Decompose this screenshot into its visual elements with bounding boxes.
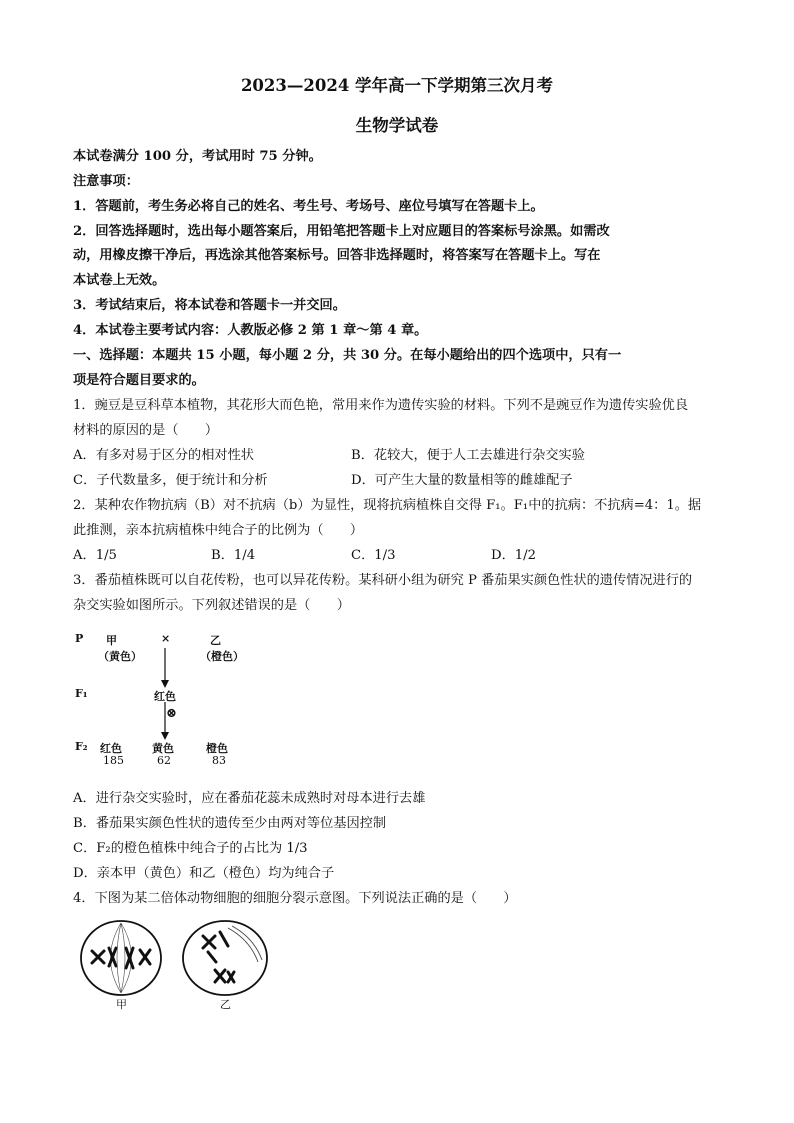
q2-option-c: C．1/3 bbox=[351, 548, 396, 563]
arrow-down-icon bbox=[161, 732, 169, 740]
q3-option-d: D．亲本甲（黄色）和乙（橙色）均为纯合子 bbox=[73, 866, 335, 881]
q1-option-a: A．有多对易于区分的相对性状 bbox=[73, 448, 254, 463]
exam-intro: 本试卷满分 100 分，考试用时 75 分钟。 bbox=[73, 149, 322, 164]
question-1-stem: 材料的原因的是（ ） bbox=[73, 423, 219, 438]
generation-f2-label: F₂ bbox=[75, 740, 88, 753]
notice-rule: 动，用橡皮擦干净后，再选涂其他答案标号。回答非选择题时，将答案写在答题卡上。写在 bbox=[73, 248, 601, 263]
q2-option-b: B．1/4 bbox=[211, 548, 256, 563]
cell-division-drawing bbox=[78, 918, 288, 998]
exam-subject: 生物学试卷 bbox=[355, 116, 439, 135]
cross-symbol: × bbox=[161, 632, 171, 645]
cell-b-membrane bbox=[183, 921, 267, 995]
question-1-stem: 1．豌豆是豆科草本植物，其花形大而色艳，常用来作为遗传实验的材料。下列不是豌豆作为遗传实验优良 bbox=[73, 398, 689, 413]
q3-option-b: B．番茄果实颜色性状的遗传至少由两对等位基因控制 bbox=[73, 816, 387, 831]
parent2-color: （橙色） bbox=[200, 650, 244, 663]
notice-rule: 4．本试卷主要考试内容：人教版必修 2 第 1 章～第 4 章。 bbox=[73, 323, 428, 338]
question-2-stem: 2．某种农作物抗病（B）对不抗病（b）为显性，现将抗病植株自交得 F₁。F₁中的抗病：不抗病=4：1。据 bbox=[73, 498, 702, 513]
q2-option-a: A．1/5 bbox=[73, 548, 117, 563]
f2-phenotype: 橙色 bbox=[206, 742, 228, 755]
spindle-fibers bbox=[228, 926, 262, 962]
arrow-down-icon bbox=[161, 680, 169, 688]
notice-rule: 2．回答选择题时，选出每小题答案后，用铅笔把答题卡上对应题目的答案标号涂黑。如需改 bbox=[73, 224, 610, 239]
cell-a-membrane bbox=[81, 921, 161, 995]
generation-f1-label: F₁ bbox=[75, 687, 88, 700]
cell-b-label: 乙 bbox=[220, 998, 231, 1011]
f2-count: 62 bbox=[157, 754, 171, 767]
section-heading: 一、选择题：本题共 15 小题，每小题 2 分，共 30 分。在每小题给出的四个选项中，只有一 bbox=[73, 348, 622, 363]
f2-phenotype: 黄色 bbox=[152, 742, 174, 755]
chromosome-icon bbox=[203, 932, 234, 982]
parent1-label: 甲 bbox=[106, 634, 117, 647]
f2-count: 83 bbox=[212, 754, 226, 767]
selfing-symbol: ⊗ bbox=[166, 706, 177, 721]
parent2-label: 乙 bbox=[210, 634, 221, 647]
generation-p-label: P bbox=[75, 632, 84, 645]
question-3-stem: 杂交实验如图所示。下列叙述错误的是（ ） bbox=[73, 598, 350, 613]
parent1-color: （黄色） bbox=[98, 650, 142, 663]
notice-rule: 本试卷上无效。 bbox=[73, 273, 166, 288]
f2-count: 185 bbox=[103, 754, 124, 767]
chromosome-icon bbox=[92, 948, 150, 968]
question-2-stem: 此推测，亲本抗病植株中纯合子的比例为（ ） bbox=[73, 523, 364, 538]
q3-option-c: C．F₂的橙色植株中纯合子的占比为 1/3 bbox=[73, 841, 308, 856]
notice-title: 注意事项： bbox=[73, 174, 139, 189]
f1-color: 红色 bbox=[154, 690, 176, 703]
exam-title: 2023—2024 学年高一下学期第三次月考 bbox=[240, 76, 554, 95]
q3-option-a: A．进行杂交实验时，应在番茄花蕊未成熟时对母本进行去雄 bbox=[73, 791, 426, 806]
notice-rule: 3．考试结束后，将本试卷和答题卡一并交回。 bbox=[73, 298, 346, 313]
q1-option-c: C．子代数量多，便于统计和分析 bbox=[73, 473, 268, 488]
question-4-stem: 4．下图为某二倍体动物细胞的细胞分裂示意图。下列说法正确的是（ ） bbox=[73, 891, 517, 906]
question-3-stem: 3．番茄植株既可以自花传粉，也可以异花传粉。某科研小组为研究 P 番茄果实颜色性状的遗传情况进行的 bbox=[73, 573, 693, 588]
q2-option-d: D．1/2 bbox=[491, 548, 536, 563]
cell-a-label: 甲 bbox=[116, 998, 127, 1011]
f2-phenotype: 红色 bbox=[100, 742, 122, 755]
section-heading: 项是符合题目要求的。 bbox=[73, 373, 205, 388]
cell-division-figure bbox=[78, 918, 288, 1010]
q1-option-b: B．花较大，便于人工去雄进行杂交实验 bbox=[351, 448, 585, 463]
notice-rule: 1．答题前，考生务必将自己的姓名、考生号、考场号、座位号填写在答题卡上。 bbox=[73, 199, 544, 214]
q1-option-d: D．可产生大量的数量相等的雌雄配子 bbox=[351, 473, 573, 488]
